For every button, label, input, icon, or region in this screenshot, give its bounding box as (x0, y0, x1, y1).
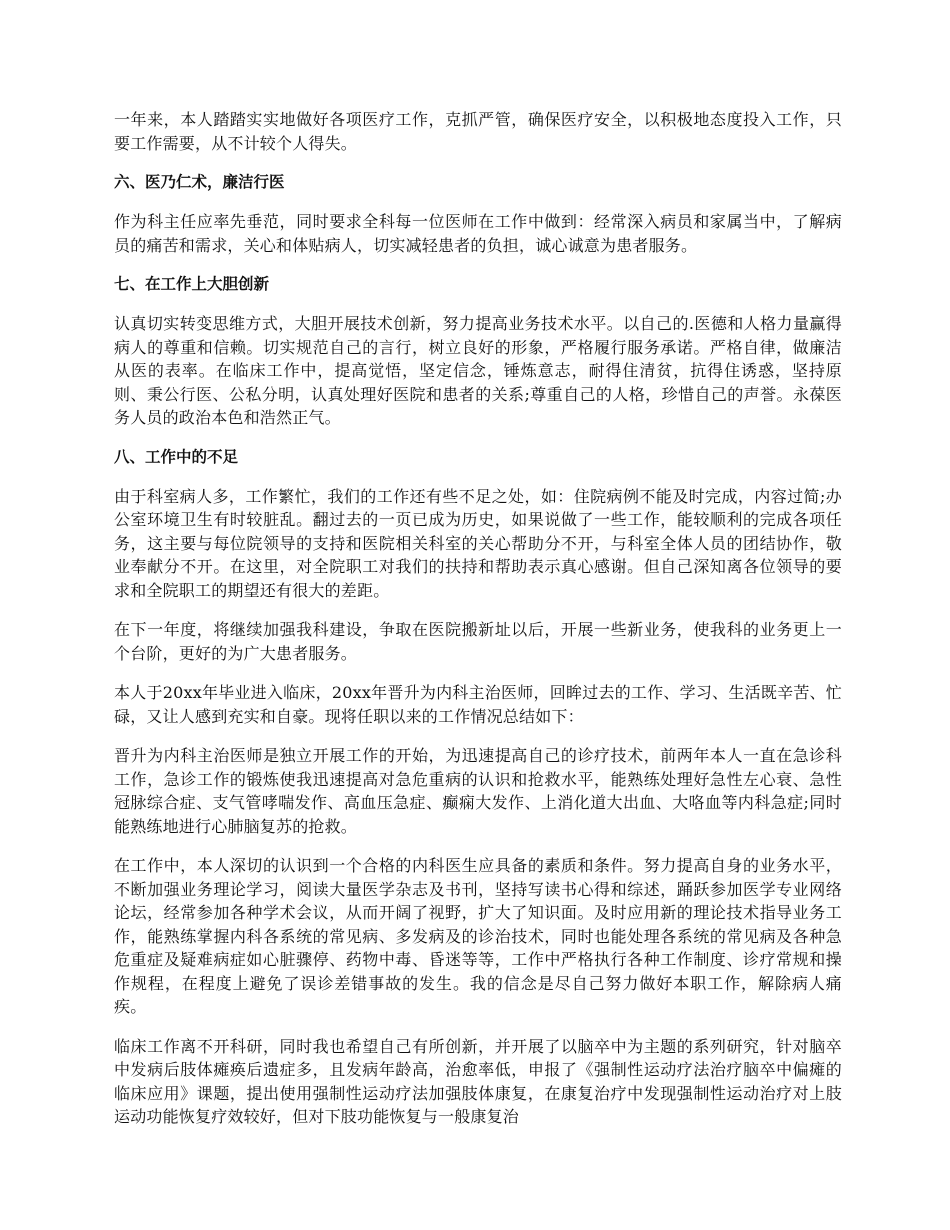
paragraph-emergency-work: 晋升为内科主治医师是独立开展工作的开始，为迅速提高自己的诊疗技术，前两年本人一直在急诊科工作，急诊工作的锻炼使我迅速提高对急危重病的认识和抢救水平，能熟练处理好急性左心衰、急性冠脉综合症、支气管哮喘发作、高血压急症、癫痫大发作、上消化道大出血、大咯血等内科急症;同时能熟练地进行心肺脑复苏的抢救。 (114, 746, 842, 836)
paragraph-career-intro: 本人于20xx年毕业进入临床，20xx年晋升为内科主治医师，回眸过去的工作、学习、生活既辛苦、忙碌，又让人感到充实和自豪。现将任职以来的工作情况总结如下： (114, 683, 842, 726)
document-page (114, 108, 842, 1145)
paragraph-work-attitude: 一年来，本人踏踏实实地做好各项医疗工作，克抓严管，确保医疗安全，以积极地态度投入工作，只要工作需要，从不计较个人得失。 (114, 110, 842, 153)
paragraph-professional-growth: 在工作中，本人深切的认识到一个合格的内科医生应具备的素质和条件。努力提高自身的业务水平，不断加强业务理论学习，阅读大量医学杂志及书刊，坚持写读书心得和综述，踊跃参加医学专业网络论坛，经常参加各种学术会议，从而开阔了视野，扩大了知识面。及时应用新的理论技术指导业务工作，能熟练掌握内科各系统的常见病、多发病及的诊治技术，同时也能处理各系统的常见病及各种急危重症及疑难病症如心脏骤停、药物中毒、昏迷等等，工作中严格执行各种工作制度、诊疗常规和操作规程，在程度上避免了误诊差错事故的发生。我的信念是尽自己努力做好本职工作，解除病人痛疾。 (114, 856, 842, 1016)
section-heading-7: 七、在工作上大胆创新 (114, 275, 270, 293)
paragraph-lead-by-example: 作为科主任应率先垂范，同时要求全科每一位医师在工作中做到：经常深入病员和家属当中，了解病员的痛苦和需求，关心和体贴病人，切实减轻患者的负担，诚心诚意为患者服务。 (114, 212, 842, 255)
paragraph-next-year: 在下一年度，将继续加强我科建设，争取在医院搬新址以后，开展一些新业务，使我科的业务更上一个台阶，更好的为广大患者服务。 (114, 620, 842, 663)
paragraph-innovation: 认真切实转变思维方式，大胆开展技术创新，努力提高业务技术水平。以自己的.医德和人格力量赢得病人的尊重和信赖。切实规范自己的言行，树立良好的形象，严格履行服务承诺。严格自律，做廉洁从医的表率。在临床工作中，提高觉悟，坚定信念，锤炼意志，耐得住清贫，抗得住诱惑，坚持原则、秉公行医、公私分明，认真处理好医院和患者的关系;尊重自己的人格，珍惜自己的声誉。永葆医务人员的政治本色和浩然正气。 (114, 314, 842, 427)
paragraph-research: 临床工作离不开科研，同时我也希望自己有所创新，并开展了以脑卒中为主题的系列研究，针对脑卒中发病后肢体瘫痪后遗症多，且发病年龄高，治愈率低，申报了《强制性运动疗法治疗脑卒中偏瘫的临床应用》课题，提出使用强制性运动疗法加强肢体康复，在康复治疗中发现强制性运动治疗对上肢运动功能恢复疗效较好，但对下肢功能恢复与一般康复治 (114, 1036, 842, 1126)
paragraph-shortcomings: 由于科室病人多，工作繁忙，我们的工作还有些不足之处，如：住院病例不能及时完成，内容过简;办公室环境卫生有时较脏乱。翻过去的一页已成为历史，如果说做了一些工作，能较顺利的完成各项任务，这主要与每位院领导的支持和医院相关科室的关心帮助分不开，与科室全体人员的团结协作，敬业奉献分不开。在这里，对全院职工对我们的扶持和帮助表示真心感谢。但自己深知离各位领导的要求和全院职工的期望还有很大的差距。 (114, 486, 842, 600)
section-heading-8: 八、工作中的不足 (114, 447, 239, 466)
section-heading-6: 六、医乃仁术，廉洁行医 (114, 173, 285, 191)
